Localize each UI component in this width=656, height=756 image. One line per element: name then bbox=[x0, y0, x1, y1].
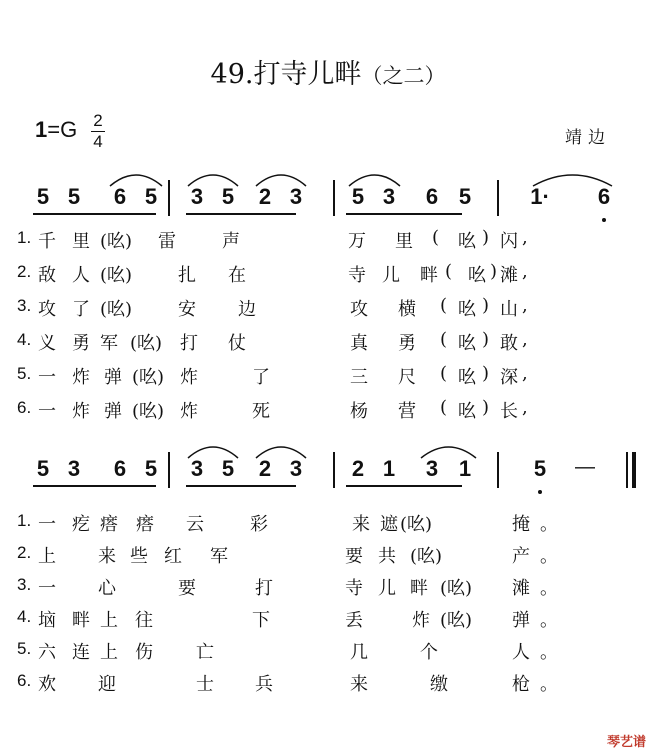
lyric-word: 上 bbox=[100, 642, 118, 663]
lyric-word: 垴 bbox=[38, 610, 56, 631]
lyric-word: 弹 bbox=[104, 367, 122, 388]
verse-number: 1. bbox=[17, 511, 32, 530]
slur bbox=[421, 447, 476, 458]
lyric-word: (吆) bbox=[132, 401, 165, 422]
verse-number: 4. bbox=[17, 330, 32, 349]
lyric-word: 士 bbox=[196, 674, 214, 695]
verse-number: 5. bbox=[17, 364, 32, 383]
lyric-word: ( bbox=[440, 397, 448, 418]
lyric-word: 儿 bbox=[378, 578, 396, 599]
note: 1· bbox=[530, 184, 550, 209]
lyric-word: 深 bbox=[500, 367, 518, 388]
lyric-word: 畔 bbox=[72, 610, 90, 631]
lyric-word: 打 bbox=[180, 333, 198, 354]
time-signature: 2 4 bbox=[91, 112, 105, 151]
note: 5 bbox=[221, 184, 235, 209]
lyric-word: (吆) bbox=[100, 299, 133, 320]
note: — bbox=[575, 456, 595, 478]
lyric-word: 来 bbox=[350, 674, 368, 695]
lyric-word: (吆) bbox=[100, 231, 133, 252]
lyric-word: 千 bbox=[38, 231, 56, 252]
lyric-word: 长 bbox=[500, 401, 518, 422]
lyric-word: ) bbox=[482, 295, 490, 316]
note: 5 bbox=[36, 184, 50, 209]
note: 3 bbox=[190, 456, 204, 481]
lyric-word: 红 bbox=[164, 546, 182, 567]
lyric-word: 缴 bbox=[430, 674, 448, 695]
lyric-word: 枪 bbox=[512, 674, 530, 695]
note: 5 bbox=[351, 184, 365, 209]
source-region: 靖边 bbox=[565, 128, 611, 148]
lyric-word: , bbox=[522, 261, 528, 282]
lyric-word: 人 bbox=[72, 265, 90, 286]
lyric-word: 瘩 bbox=[136, 514, 154, 535]
lyric-word: 伤 bbox=[135, 642, 153, 663]
lyric-word: 在 bbox=[228, 265, 246, 286]
lyric-word: (吆) bbox=[130, 333, 163, 354]
lyric-word: 吆 bbox=[458, 299, 476, 320]
watermark-logo: 琴艺谱 bbox=[606, 735, 646, 750]
lyric-word: 吆 bbox=[458, 231, 476, 252]
lyric-word: 炸 bbox=[72, 401, 90, 422]
note: 5 bbox=[221, 456, 235, 481]
lyric-word: 丢 bbox=[345, 610, 363, 631]
note: 5 bbox=[458, 184, 472, 209]
lyric-word: 产 bbox=[512, 546, 530, 567]
verse-number: 4. bbox=[17, 607, 32, 626]
lyric-word: 横 bbox=[398, 299, 416, 320]
lyric-word: 瘩 bbox=[100, 514, 118, 535]
verse-number: 2. bbox=[17, 262, 32, 281]
lyric-word: 义 bbox=[38, 333, 56, 354]
lyric-word: , bbox=[522, 227, 528, 248]
lyric-word: 真 bbox=[350, 333, 368, 354]
lyric-word: 勇 bbox=[398, 333, 416, 354]
lyric-word: 。 bbox=[540, 610, 558, 631]
lyric-word: 遮 bbox=[380, 514, 398, 535]
note: 1 bbox=[458, 456, 472, 481]
lyric-word: 扎 bbox=[178, 265, 196, 286]
lyric-word: 几 bbox=[350, 642, 368, 663]
lyric-word: 共 bbox=[378, 546, 396, 567]
lyric-word: ( bbox=[440, 295, 448, 316]
lyric-word: 打 bbox=[255, 578, 273, 599]
lyric-word: 弹 bbox=[104, 401, 122, 422]
lyric-word: 。 bbox=[540, 674, 558, 695]
lyric-word: 一 bbox=[38, 578, 56, 599]
note: 2 bbox=[351, 456, 365, 481]
lyric-word: 杨 bbox=[350, 401, 368, 422]
lyric-word: ) bbox=[490, 261, 498, 282]
slur bbox=[256, 447, 306, 458]
lyric-word: (吆) bbox=[132, 367, 165, 388]
lyric-word: 六 bbox=[38, 642, 56, 663]
lyric-word: 营 bbox=[398, 401, 416, 422]
lyric-word: ( bbox=[445, 261, 453, 282]
lyric-word: 军 bbox=[100, 333, 118, 354]
lyric-word: 万 bbox=[348, 231, 366, 252]
lyric-word: 一 bbox=[38, 401, 56, 422]
lyric-word: 一 bbox=[38, 367, 56, 388]
lyric-word: 声 bbox=[222, 231, 240, 252]
lyric-word: 边 bbox=[238, 299, 256, 320]
lyric-word: ( bbox=[440, 329, 448, 350]
lyric-word: 炸 bbox=[72, 367, 90, 388]
lyric-word: 心 bbox=[98, 578, 116, 599]
lyric-word: , bbox=[522, 329, 528, 350]
lyric-word: 吆 bbox=[458, 333, 476, 354]
note: 5 bbox=[36, 456, 50, 481]
lyric-word: 往 bbox=[135, 610, 153, 631]
lyric-word: 上 bbox=[100, 610, 118, 631]
lyric-word: ) bbox=[482, 363, 490, 384]
slur bbox=[110, 175, 162, 186]
lyric-word: 连 bbox=[72, 642, 90, 663]
lyric-word: 下 bbox=[252, 610, 270, 631]
lyric-word: 。 bbox=[540, 642, 558, 663]
slur bbox=[188, 447, 238, 458]
lyric-word: 畔 bbox=[420, 265, 438, 286]
lyric-word: , bbox=[522, 397, 528, 418]
lyric-word: , bbox=[522, 295, 528, 316]
lyric-word: 滩 bbox=[512, 578, 530, 599]
lyric-word: 里 bbox=[72, 231, 90, 252]
lyric-word: (吆) bbox=[440, 610, 473, 631]
lyric-word: 要 bbox=[345, 546, 363, 567]
note: 3 bbox=[289, 184, 303, 209]
lyric-word: 来 bbox=[352, 514, 370, 535]
note: 3 bbox=[67, 456, 81, 481]
note: 3 bbox=[289, 456, 303, 481]
slur bbox=[533, 175, 612, 186]
lyric-word: 死 bbox=[252, 401, 270, 422]
lyric-word: (吆) bbox=[400, 514, 433, 535]
lyric-word: 要 bbox=[178, 578, 196, 599]
note: 2 bbox=[258, 184, 272, 209]
note: 6 bbox=[113, 456, 127, 481]
lyric-word: ) bbox=[482, 227, 490, 248]
lyric-word: 炸 bbox=[412, 610, 430, 631]
key-signature: 1=G bbox=[35, 117, 78, 142]
lyric-word: 攻 bbox=[350, 299, 368, 320]
lyric-word: 欢 bbox=[38, 674, 56, 695]
lyric-word: (吆) bbox=[100, 265, 133, 286]
lyric-word: 兵 bbox=[255, 674, 273, 695]
lyric-word: 人 bbox=[512, 642, 530, 663]
lyric-word: 尺 bbox=[398, 367, 416, 388]
lyric-word: 亡 bbox=[196, 642, 214, 663]
note: 5 bbox=[144, 184, 158, 209]
note: 2 bbox=[258, 456, 272, 481]
lyric-word: 吆 bbox=[458, 401, 476, 422]
note: 5 bbox=[67, 184, 81, 209]
verse-number: 5. bbox=[17, 639, 32, 658]
lyric-word: 吆 bbox=[468, 265, 486, 286]
page-title: 49.打寺儿畔（之二） bbox=[210, 59, 446, 90]
note: 3 bbox=[190, 184, 204, 209]
lyric-word: 里 bbox=[395, 231, 413, 252]
lyric-word: 安 bbox=[178, 299, 196, 320]
lyric-word: 来 bbox=[98, 546, 116, 567]
lyric-word: 寺 bbox=[345, 578, 363, 599]
lyric-word: 云 bbox=[186, 514, 204, 535]
lyric-word: 上 bbox=[38, 546, 56, 567]
lyric-word: , bbox=[522, 363, 528, 384]
lyric-word: 。 bbox=[540, 578, 558, 599]
lyric-word: (吆) bbox=[440, 578, 473, 599]
lyric-word: 疙 bbox=[72, 514, 90, 535]
lyric-word: 寺 bbox=[348, 265, 366, 286]
lyric-word: 一 bbox=[38, 514, 56, 535]
note: 6 bbox=[425, 184, 439, 209]
slur bbox=[256, 175, 306, 186]
lyric-word: 。 bbox=[540, 514, 558, 535]
lyric-word: 了 bbox=[72, 299, 90, 320]
verse-number: 6. bbox=[17, 398, 32, 417]
slur bbox=[349, 175, 400, 186]
lyric-word: 吆 bbox=[458, 367, 476, 388]
verse-number: 1. bbox=[17, 228, 32, 247]
note: 3 bbox=[425, 456, 439, 481]
lyric-word: ( bbox=[432, 227, 440, 248]
lyric-word: 迎 bbox=[98, 674, 116, 695]
lyric-word: 三 bbox=[350, 367, 368, 388]
lyric-word: ( bbox=[440, 363, 448, 384]
lyric-word: 军 bbox=[210, 546, 228, 567]
lyric-word: 弹 bbox=[512, 610, 530, 631]
lyric-word: 炸 bbox=[180, 367, 198, 388]
note: 6 bbox=[113, 184, 127, 209]
lyric-word: 敌 bbox=[38, 265, 56, 286]
lyric-word: 些 bbox=[130, 546, 148, 567]
lyric-word: 儿 bbox=[382, 265, 400, 286]
slur bbox=[188, 175, 238, 186]
lyric-word: 。 bbox=[540, 546, 558, 567]
note: 3 bbox=[382, 184, 396, 209]
lyric-word: 勇 bbox=[72, 333, 90, 354]
note: 5 bbox=[533, 456, 547, 481]
lyric-word: 敢 bbox=[500, 333, 518, 354]
verse-number: 3. bbox=[17, 296, 32, 315]
lyric-word: 个 bbox=[420, 642, 438, 663]
lyric-word: 炸 bbox=[180, 401, 198, 422]
lyric-word: 彩 bbox=[250, 514, 268, 535]
note: 5 bbox=[144, 456, 158, 481]
lyric-word: 畔 bbox=[410, 578, 428, 599]
lyric-word: 掩 bbox=[512, 514, 530, 535]
lyric-word: ) bbox=[482, 329, 490, 350]
verse-number: 2. bbox=[17, 543, 32, 562]
lyric-word: 了 bbox=[252, 367, 270, 388]
lyric-word: 滩 bbox=[500, 265, 518, 286]
lyric-word: 山 bbox=[500, 299, 518, 320]
note: 1 bbox=[382, 456, 396, 481]
verse-number: 3. bbox=[17, 575, 32, 594]
lyric-word: 闪 bbox=[500, 231, 518, 252]
lyric-word: 攻 bbox=[38, 299, 56, 320]
lyric-word: (吆) bbox=[410, 546, 443, 567]
lyric-word: ) bbox=[482, 397, 490, 418]
lyric-word: 雷 bbox=[158, 231, 176, 252]
note: 6 bbox=[597, 184, 611, 209]
lyric-word: 仗 bbox=[228, 333, 246, 354]
verse-number: 6. bbox=[17, 671, 32, 690]
